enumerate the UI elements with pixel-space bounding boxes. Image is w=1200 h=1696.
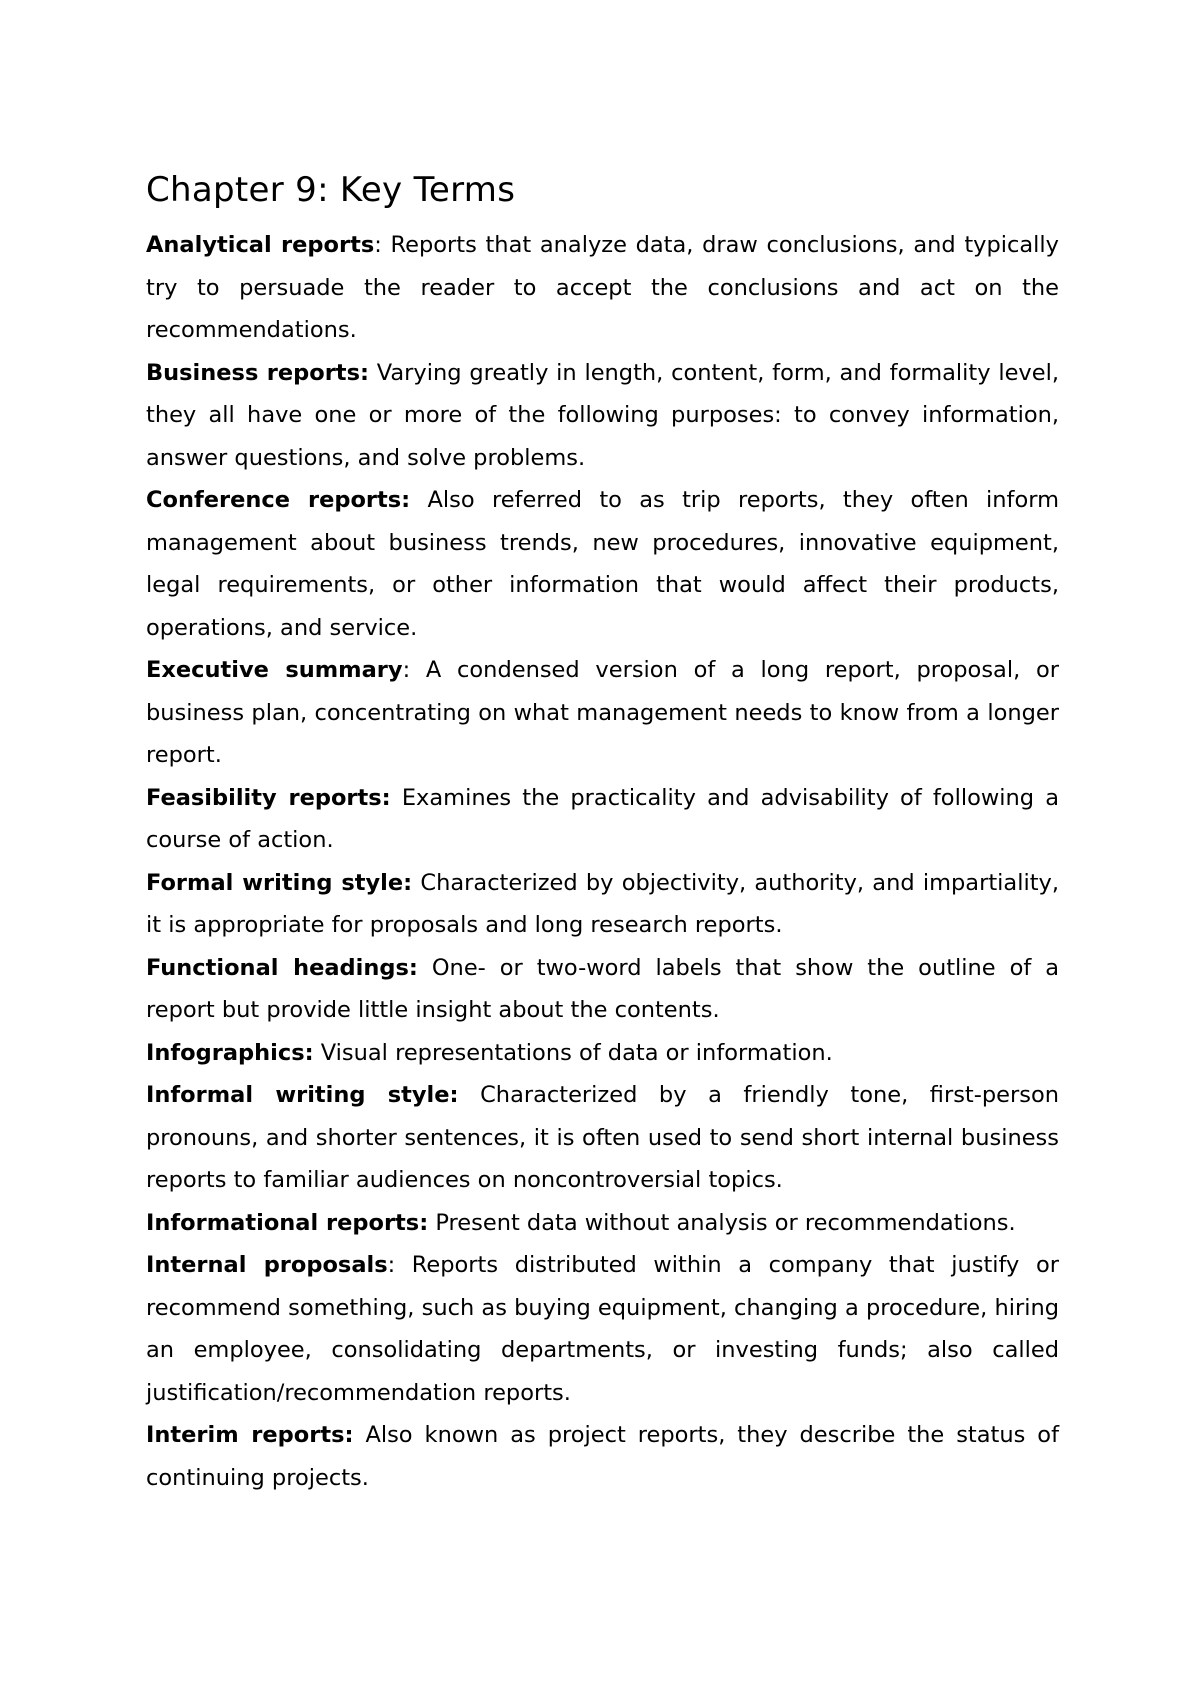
term-name: Interim reports:	[146, 1422, 354, 1448]
term-entry	[146, 224, 1059, 352]
term-separator	[314, 1040, 321, 1066]
term-entry	[146, 1414, 1059, 1499]
term-entry	[146, 947, 1059, 1032]
term-separator	[391, 785, 402, 811]
term-definition: Characterized by objectivity, authority, and impartiality, it is appropriate for proposals and long research reports.	[146, 869, 1060, 938]
term-name: Informational reports:	[146, 1209, 429, 1236]
term-entry	[146, 862, 1059, 947]
term-name: Infographics:	[146, 1039, 314, 1066]
term-separator	[418, 955, 432, 981]
term-name: Analytical reports	[146, 232, 375, 258]
term-name: Internal proposals	[146, 1252, 388, 1278]
term-name: Executive summary	[146, 657, 403, 683]
term-definition: Reports that analyze data, draw conclusions, and typically try to persuade the reader to accept the conclusions and act on the recommendations.	[146, 232, 1060, 343]
term-separator: :	[374, 232, 391, 258]
term-name: Formal writing style:	[146, 869, 413, 896]
term-name: Conference reports:	[146, 487, 411, 513]
term-separator	[353, 1422, 365, 1448]
term-definition: Characterized by a friendly tone, first-person pronouns, and shorter sentences, it is often used to send short internal business reports to familiar audiences on noncontroversial topics.	[146, 1082, 1059, 1193]
term-definition: Also referred to as trip reports, they often inform management about business trends, new procedures, innovative equipment, legal requirements, or other information that would affect their products, operations, and service.	[146, 487, 1059, 641]
term-definition: Present data without analysis or recommendations.	[435, 1209, 1016, 1236]
term-name: Business reports:	[146, 359, 369, 386]
term-name: Feasibility reports:	[146, 784, 391, 811]
term-entry	[146, 1202, 1059, 1245]
term-entry	[146, 1244, 1059, 1414]
term-entry	[146, 352, 1059, 480]
term-separator	[369, 360, 377, 386]
term-definition: Varying greatly in length, content, form, and formality level, they all have one or more of the following purposes: to convey information, answer questions, and solve problems.	[146, 359, 1059, 471]
term-definition: Visual representations of data or information.	[320, 1039, 833, 1066]
term-entry	[146, 777, 1059, 862]
term-entry	[146, 1074, 1059, 1202]
term-name: Informal writing style:	[146, 1082, 459, 1108]
term-separator	[410, 487, 427, 513]
term-separator: :	[387, 1252, 412, 1278]
term-separator: :	[402, 657, 426, 683]
term-name: Functional headings:	[146, 954, 418, 981]
term-separator	[459, 1082, 481, 1108]
term-entry	[146, 649, 1059, 777]
chapter-title: Chapter 9: Key Terms	[146, 170, 516, 210]
term-definition: Reports distributed within a company that justify or recommend something, such as buying equipment, changing a procedure, hiring an employee, consolidating departments, or investing funds; also called justification/recommendation reports.	[146, 1252, 1059, 1406]
term-entry	[146, 479, 1059, 649]
document-page	[146, 166, 1059, 1499]
term-entry	[146, 1032, 1059, 1075]
term-definition: A condensed version of a long report, proposal, or business plan, concentrating on what management needs to know from a longer report.	[146, 657, 1059, 768]
term-definition: Also known as project reports, they describe the status of continuing projects.	[146, 1422, 1059, 1491]
term-definition: One- or two-word labels that show the outline of a report but provide little insight about the contents.	[146, 954, 1059, 1023]
term-definition: Examines the practicality and advisability of following a course of action.	[146, 784, 1059, 853]
